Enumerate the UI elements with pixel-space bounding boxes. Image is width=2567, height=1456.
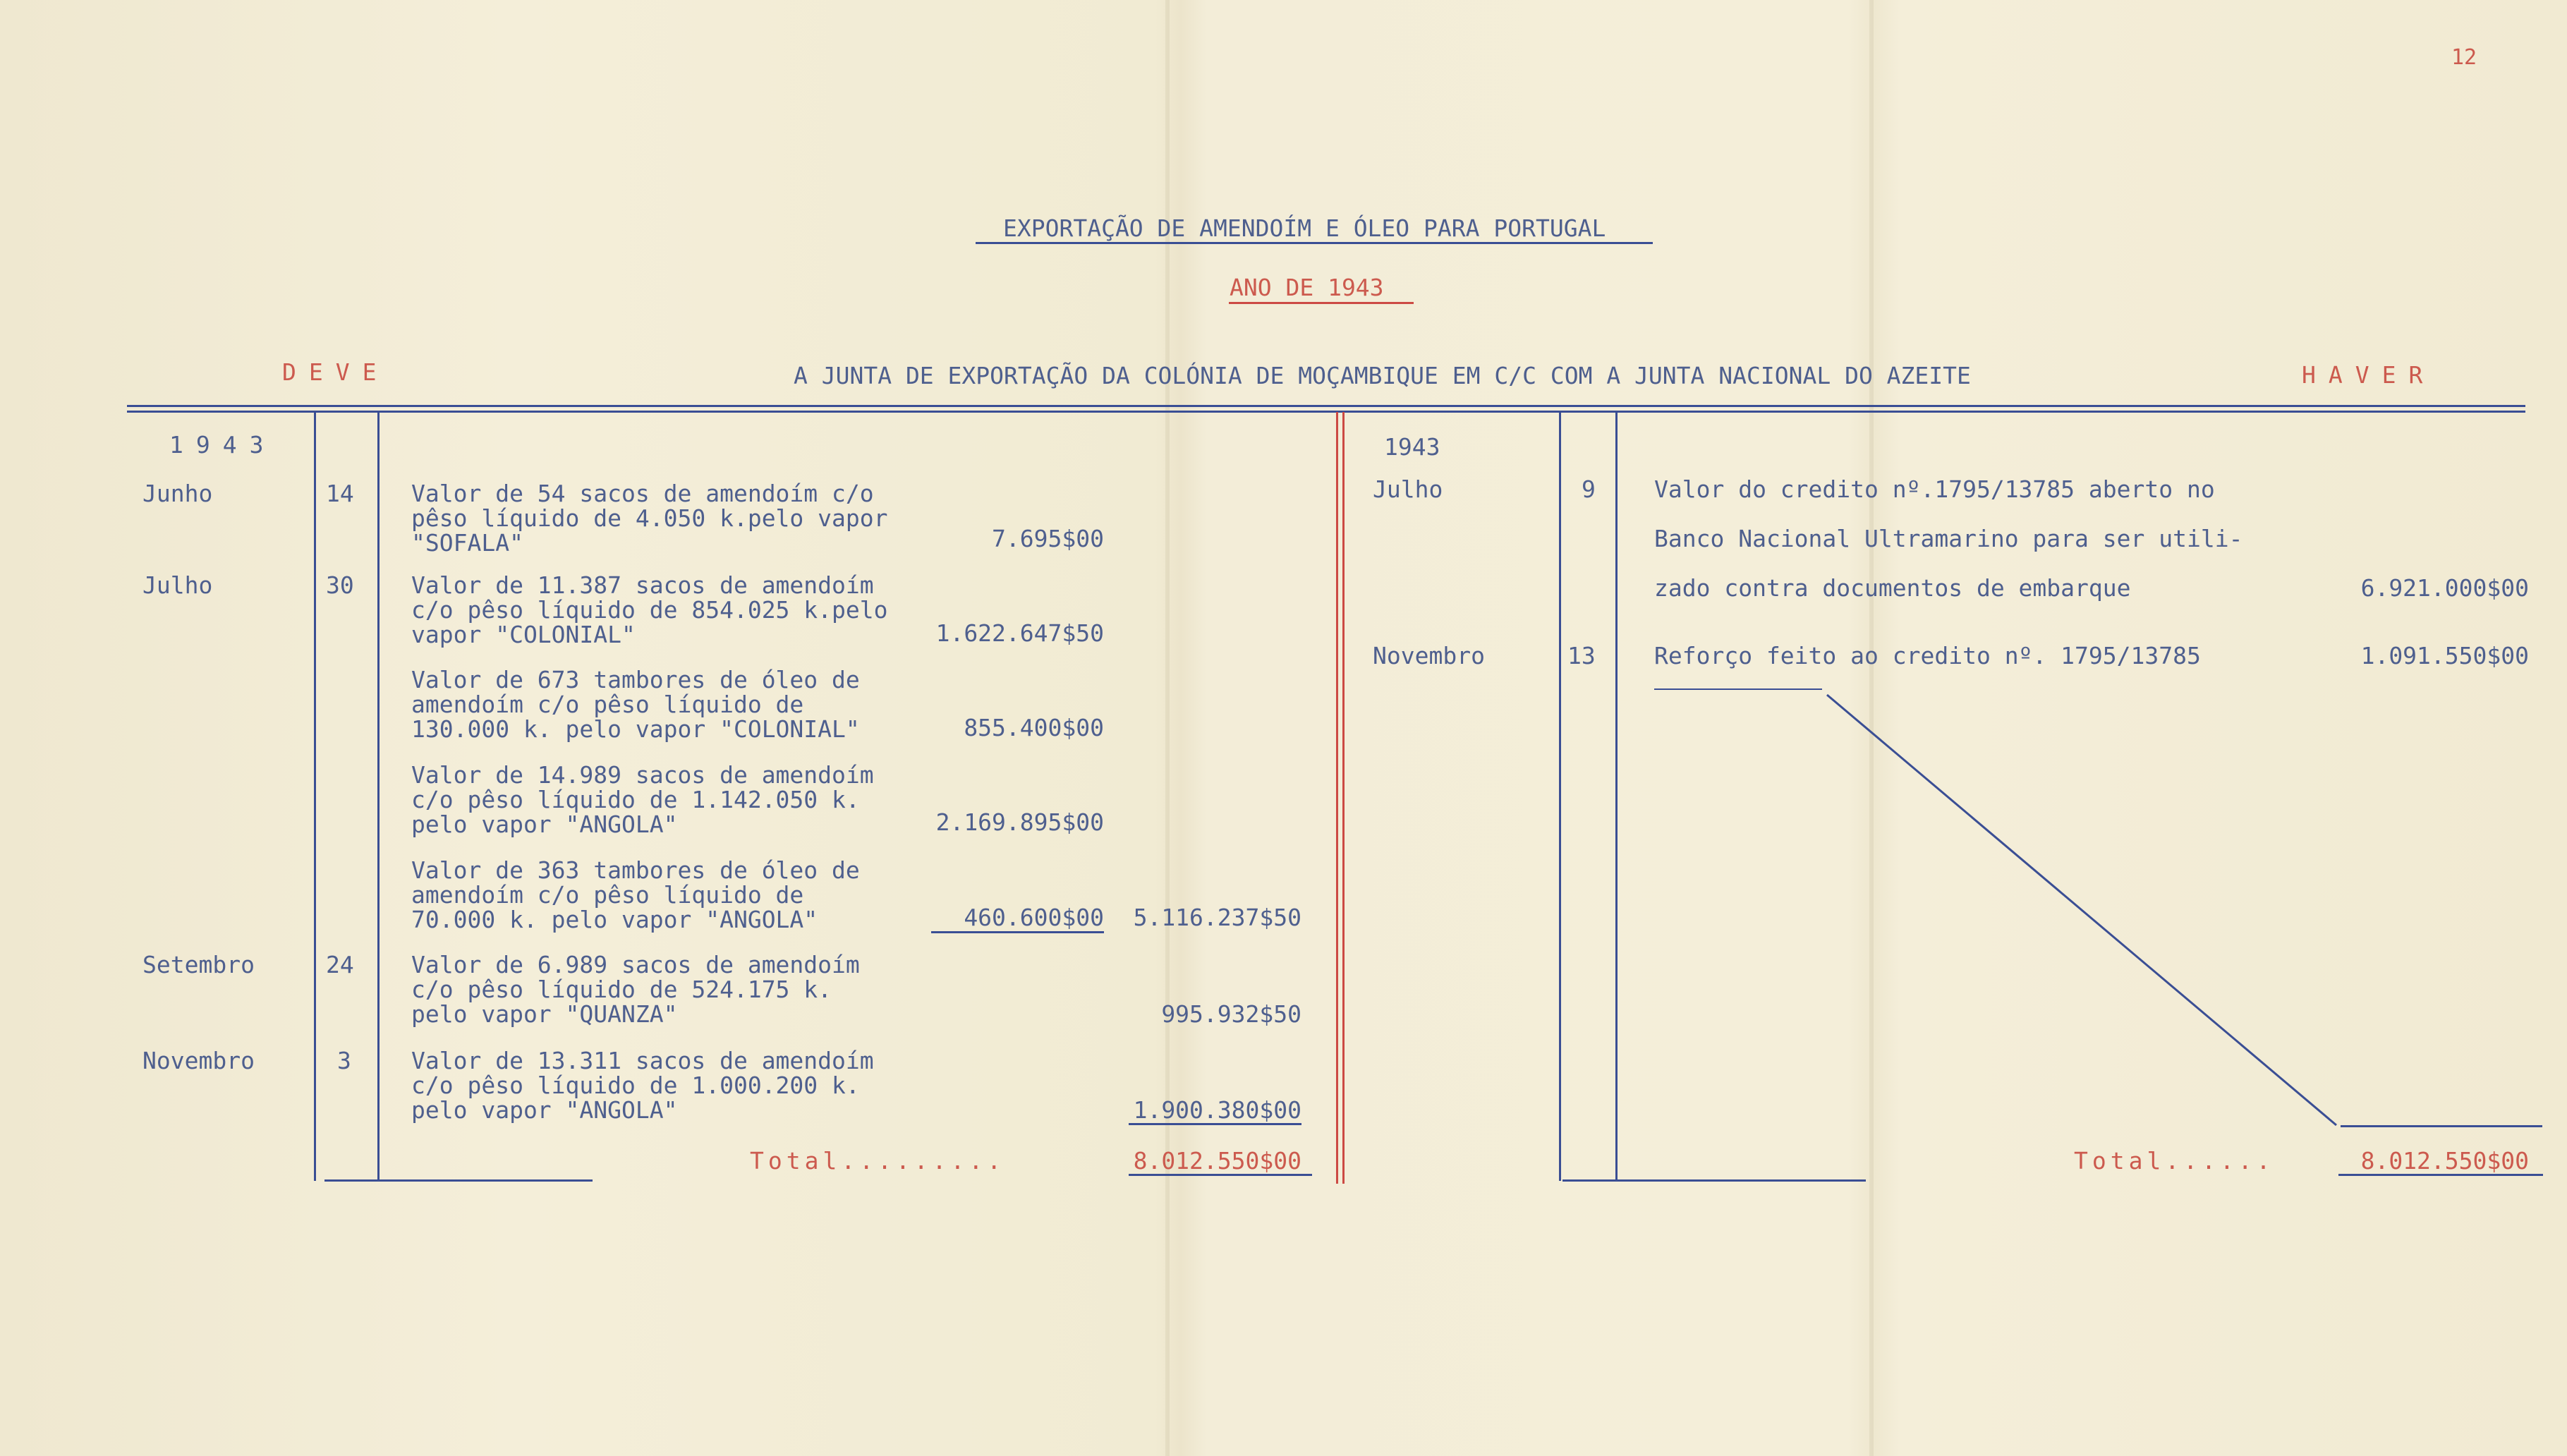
deve-total-label: Total......... (750, 1147, 1006, 1175)
entry-month: Julho (1373, 475, 1443, 503)
center-red-line (1336, 412, 1338, 1184)
haver-bottom-rule (1562, 1179, 1866, 1182)
haver-day-column-line (1559, 412, 1561, 1181)
closing-diagonal-line (1820, 688, 2342, 1132)
haver-year: 1943 (1384, 433, 1440, 461)
entry-day: 3 (337, 1047, 351, 1074)
closing-right-rule (2341, 1125, 2542, 1127)
entry-subtotal: 1.900.380$00 (1133, 1096, 1301, 1124)
entry-description-line: Valor do credito nº.1795/13785 aberto no (1654, 475, 2215, 503)
deve-desc-column-line (377, 412, 380, 1181)
page-title: EXPORTAÇÃO DE AMENDOÍM E ÓLEO PARA PORTUGAL (1003, 214, 1606, 242)
entry-description: Valor de 54 sacos de amendoím c/o pêso líquido de 4.050 k.pelo vapor "SOFALA" (411, 480, 888, 557)
subtotal-underline (1129, 1123, 1301, 1125)
entry-amount: 7.695$00 (992, 525, 1104, 552)
haver-total-value: 8.012.550$00 (2360, 1147, 2529, 1175)
closing-short-rule (1654, 688, 1822, 690)
deve-total-value: 8.012.550$00 (1133, 1147, 1301, 1175)
amount-underline (931, 931, 1104, 933)
entry-amount: 1.622.647$50 (935, 619, 1104, 647)
entry-day: 9 (1582, 475, 1596, 503)
entry-amount: 460.600$00 (964, 904, 1104, 931)
entry-description-line: Banco Nacional Ultramarino para ser utili- (1654, 525, 2243, 552)
entry-day: 24 (326, 951, 354, 978)
entry-amount: 855.400$00 (964, 714, 1104, 741)
header-rule-top (127, 405, 2525, 407)
title-underline (976, 242, 1653, 244)
center-red-line (1342, 412, 1345, 1184)
deve-day-column-line (314, 412, 316, 1181)
entry-description: Valor de 6.989 sacos de amendoím c/o pêso líquido de 524.175 k. pelo vapor "QUANZA" (411, 951, 860, 1028)
entry-description: Valor de 14.989 sacos de amendoím c/o pêso líquido de 1.142.050 k. pelo vapor "ANGOLA" (411, 761, 874, 838)
entry-description: Valor de 11.387 sacos de amendoím c/o pêso líquido de 854.025 k.pelo vapor "COLONIAL" (411, 571, 888, 648)
entry-month: Novembro (1373, 642, 1485, 669)
account-heading: A JUNTA DE EXPORTAÇÃO DA COLÓNIA DE MOÇAMBIQUE EM C/C COM A JUNTA NACIONAL DO AZEITE (794, 362, 1971, 389)
entry-description-line: zado contra documentos de embarque (1654, 574, 2131, 602)
entry-month: Novembro (142, 1047, 255, 1074)
entry-description: Valor de 673 tambores de óleo de amendoím c/o pêso líquido de 130.000 k. pelo vapor "COLONIAL" (411, 666, 860, 743)
entry-amount: 2.169.895$00 (935, 808, 1104, 836)
entry-description: Valor de 13.311 sacos de amendoím c/o pêso líquido de 1.000.200 k. pelo vapor "ANGOLA" (411, 1047, 874, 1124)
entry-day: 13 (1567, 642, 1596, 669)
haver-total-label: Total...... (2074, 1147, 2275, 1175)
deve-year: 1943 (169, 431, 277, 459)
entry-month: Setembro (142, 951, 255, 978)
entry-description: Valor de 363 tambores de óleo de amendoím c/o pêso líquido de 70.000 k. pelo vapor "ANGOLA" (411, 856, 860, 933)
entry-month: Junho (142, 480, 213, 507)
deve-bottom-rule (324, 1179, 593, 1182)
deve-total-underline (1129, 1174, 1312, 1176)
page-subtitle: ANO DE 1943 (1230, 274, 1384, 301)
haver-desc-column-line (1615, 412, 1618, 1181)
entry-subtotal: 5.116.237$50 (1133, 904, 1301, 931)
subtitle-underline (1229, 302, 1414, 304)
haver-label: HAVER (2302, 361, 2436, 389)
header-rule-bottom (127, 411, 2525, 413)
entry-day: 14 (326, 480, 354, 507)
deve-label: DEVE (282, 358, 389, 386)
entry-month: Julho (142, 571, 213, 599)
entry-description-line: Reforço feito ao credito nº. 1795/13785 (1654, 642, 2201, 669)
haver-total-underline (2338, 1174, 2543, 1176)
entry-day: 30 (326, 571, 354, 599)
entry-subtotal: 995.932$50 (1161, 1000, 1301, 1028)
entry-amount: 6.921.000$00 (2360, 574, 2529, 602)
entry-amount: 1.091.550$00 (2360, 642, 2529, 669)
page-number: 12 (2451, 45, 2477, 70)
